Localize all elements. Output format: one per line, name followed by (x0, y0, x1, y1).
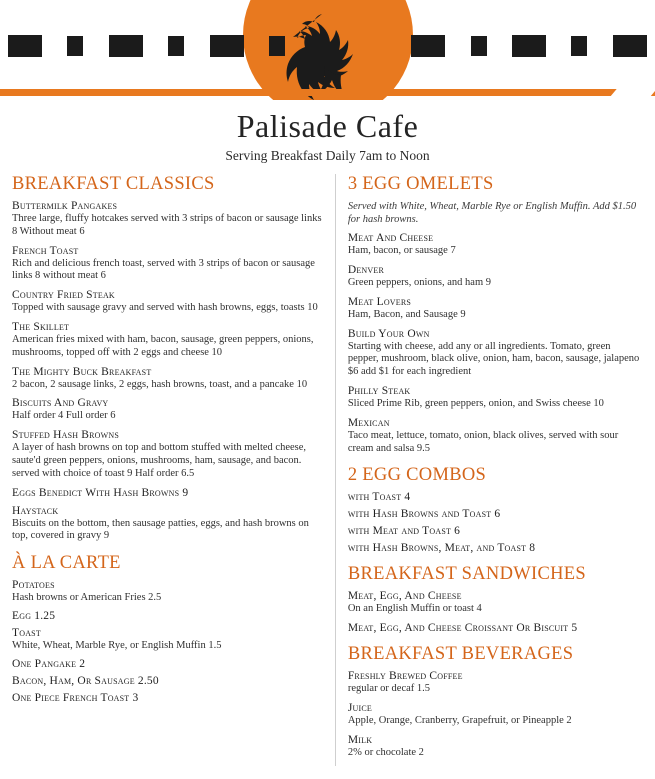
menu-item (348, 417, 643, 456)
menu-item: with Toast 4 (347, 491, 411, 504)
menu-item (12, 366, 325, 392)
menu-item (12, 627, 325, 653)
section-2-egg-combos (348, 465, 643, 554)
menu-item-name: Stuffed Hash Browns (12, 429, 120, 442)
cafe-subtitle: Serving Breakfast Daily 7am to Noon (225, 148, 430, 163)
orange-divider-rule (0, 89, 655, 96)
menu-item (12, 505, 325, 544)
menu-item (348, 264, 643, 290)
menu-item (12, 487, 325, 499)
menu-item-name: Eggs Benedict With Hash Browns 9 (12, 486, 189, 499)
menu-item (12, 658, 325, 670)
dash-block (411, 35, 445, 57)
menu-item-description: Green peppers, onions, and ham 9 (347, 277, 491, 289)
right-column (336, 174, 643, 766)
menu-item (12, 692, 325, 704)
section-breakfast-classics (12, 174, 325, 543)
dash-block (67, 36, 83, 56)
dash-block (471, 36, 487, 56)
cafe-name: Palisade Cafe (236, 108, 419, 144)
section-breakfast-beverages (348, 644, 643, 759)
menu-item-description: Hash browns or American Fries 2.5 (12, 592, 162, 604)
menu-item-name: Egg 1.25 (12, 609, 56, 622)
section-heading: BREAKFAST CLASSICS (12, 174, 215, 194)
dash-block (571, 36, 587, 56)
menu-item-name: Potatoes (12, 579, 55, 592)
menu-item-name: Toast (12, 626, 41, 639)
menu-item (348, 702, 643, 728)
menu-item-name: Philly Steak (347, 385, 411, 398)
menu-item-name: One Piece French Toast 3 (12, 691, 139, 704)
menu-item (12, 675, 325, 687)
menu-item: with Meat and Toast 6 (347, 525, 461, 538)
menu-item-description: Three large, fluffy hotcakes served with 3 strips of bacon or sausage links 8 Without meat 6 (12, 213, 322, 237)
menu-item-name: Country Fried Steak (12, 289, 115, 302)
menu-item (348, 622, 643, 634)
menu-item-name: Freshly Brewed Coffee (347, 670, 463, 683)
menu-item (348, 385, 643, 411)
dash-block (8, 35, 42, 57)
menu-item-description: American fries mixed with ham, bacon, sausage, green peppers, onions, mushrooms, topped off with 2 eggs and cheese 10 (12, 333, 314, 358)
dash-block (109, 35, 143, 57)
section-note: Served with White, Wheat, Marble Rye or English Muffin. Add $1.50 for hash browns. (347, 201, 637, 226)
menu-item-name: Mexican (347, 416, 390, 429)
section-heading: 2 EGG COMBOS (347, 465, 487, 486)
menu-item-description: Taco meat, lettuce, tomato, onion, black olives, served with sour cream and salsa 9.5 (347, 429, 619, 454)
section-3-egg-omelets (348, 174, 643, 455)
menu-item-description: 2% or chocolate 2 (347, 746, 424, 758)
dash-block (613, 35, 647, 57)
menu-item-description: Topped with sausage gravy and served with hash browns, eggs, toasts 10 (12, 302, 318, 314)
menu-header (0, 0, 655, 100)
menu-item-name: French Toast (12, 244, 79, 257)
section-breakfast-sandwiches (348, 564, 643, 634)
menu-item (12, 245, 325, 284)
menu-item (12, 579, 325, 605)
menu-item-name: Meat, Egg, And Cheese Croissant Or Biscuit 5 (347, 622, 578, 635)
section-heading: BREAKFAST BEVERAGES (347, 644, 574, 665)
menu-item-description: A layer of hash browns on top and bottom stuffed with melted cheese, saute'd green peppers, onions, mushrooms, ham, sausage, and bacon. served with choice of toast 9 Half order 6.5 (12, 442, 307, 479)
menu-item-description: Half order 4 Full order 6 (12, 410, 116, 422)
menu-item-name: Juice (347, 702, 372, 715)
menu-item (12, 610, 325, 622)
menu-item-name: Bacon, Ham, Or Sausage 2.50 (12, 674, 159, 687)
menu-item-description: Apple, Orange, Cranberry, Grapefruit, or Pineapple 2 (347, 715, 572, 727)
dash-block (168, 36, 184, 56)
rooster-icon (268, 8, 388, 100)
menu-item-description: Biscuits on the bottom, then sausage patties, eggs, and hash browns on top, covered in gravy 9 (12, 517, 309, 542)
menu-item-description: Sliced Prime Rib, green peppers, onion, and Swiss cheese 10 (347, 398, 604, 410)
menu-item (12, 429, 325, 480)
section-heading: 3 EGG OMELETS (347, 174, 494, 194)
menu-item: with Hash Browns and Toast 6 (347, 508, 501, 521)
menu-item-description: Rich and delicious french toast, served with 3 strips of bacon or sausage links 8 without meat 6 (12, 257, 315, 282)
menu-item (348, 232, 643, 258)
dash-block (512, 35, 546, 57)
menu-item-name: One Pangake 2 (12, 657, 86, 670)
menu-item (348, 296, 643, 322)
section-heading: BREAKFAST SANDWICHES (347, 564, 586, 585)
menu-item-name: Meat, Egg, And Cheese (347, 590, 462, 603)
menu-item-description: regular or decaf 1.5 (347, 683, 431, 695)
menu-item-description: On an English Muffin or toast 4 (347, 603, 482, 615)
dash-block (210, 35, 244, 57)
menu-item-name: Buttermilk Pangakes (12, 200, 118, 212)
menu-item-description: 2 bacon, 2 sausage links, 2 eggs, hash browns, toast, and a pancake 10 (12, 378, 308, 390)
section-a-la-carte (12, 553, 325, 704)
menu-item (12, 321, 325, 360)
left-column (12, 174, 336, 766)
menu-item-name: The Skillet (12, 320, 70, 333)
menu-item (12, 200, 325, 239)
menu-item-description: Starting with cheese, add any or all ingredients. Tomato, green pepper, mushroom, black olive, onion, ham, bacon, sausage, jalapeno $6 add $1 for each ingredient (347, 340, 640, 378)
menu-item (348, 590, 643, 616)
menu-item-name: Build Your Own (347, 327, 430, 340)
title-block (0, 100, 655, 164)
menu-item-name: Milk (347, 733, 373, 746)
menu-item (348, 328, 643, 379)
menu-item-name: Meat Lovers (347, 295, 412, 308)
menu-item-name: Haystack (12, 504, 59, 517)
menu-item (12, 397, 325, 423)
menu-item-name: Meat And Cheese (347, 232, 434, 245)
menu-item (348, 670, 643, 696)
menu-item-name: Biscuits And Gravy (12, 397, 109, 410)
menu-item-description: Ham, bacon, or sausage 7 (347, 245, 456, 257)
menu-item-description: Ham, Bacon, and Sausage 9 (347, 308, 466, 320)
menu-item (12, 289, 325, 315)
menu-item-name: Denver (347, 264, 384, 277)
menu-item: with Hash Browns, Meat, and Toast 8 (347, 542, 536, 555)
menu-item-name: The Mighty Buck Breakfast (12, 365, 152, 378)
section-heading: À LA CARTE (12, 553, 121, 574)
menu-item-description: White, Wheat, Marble Rye, or English Muffin 1.5 (12, 639, 222, 651)
menu-columns (0, 164, 655, 766)
menu-item (348, 734, 643, 760)
